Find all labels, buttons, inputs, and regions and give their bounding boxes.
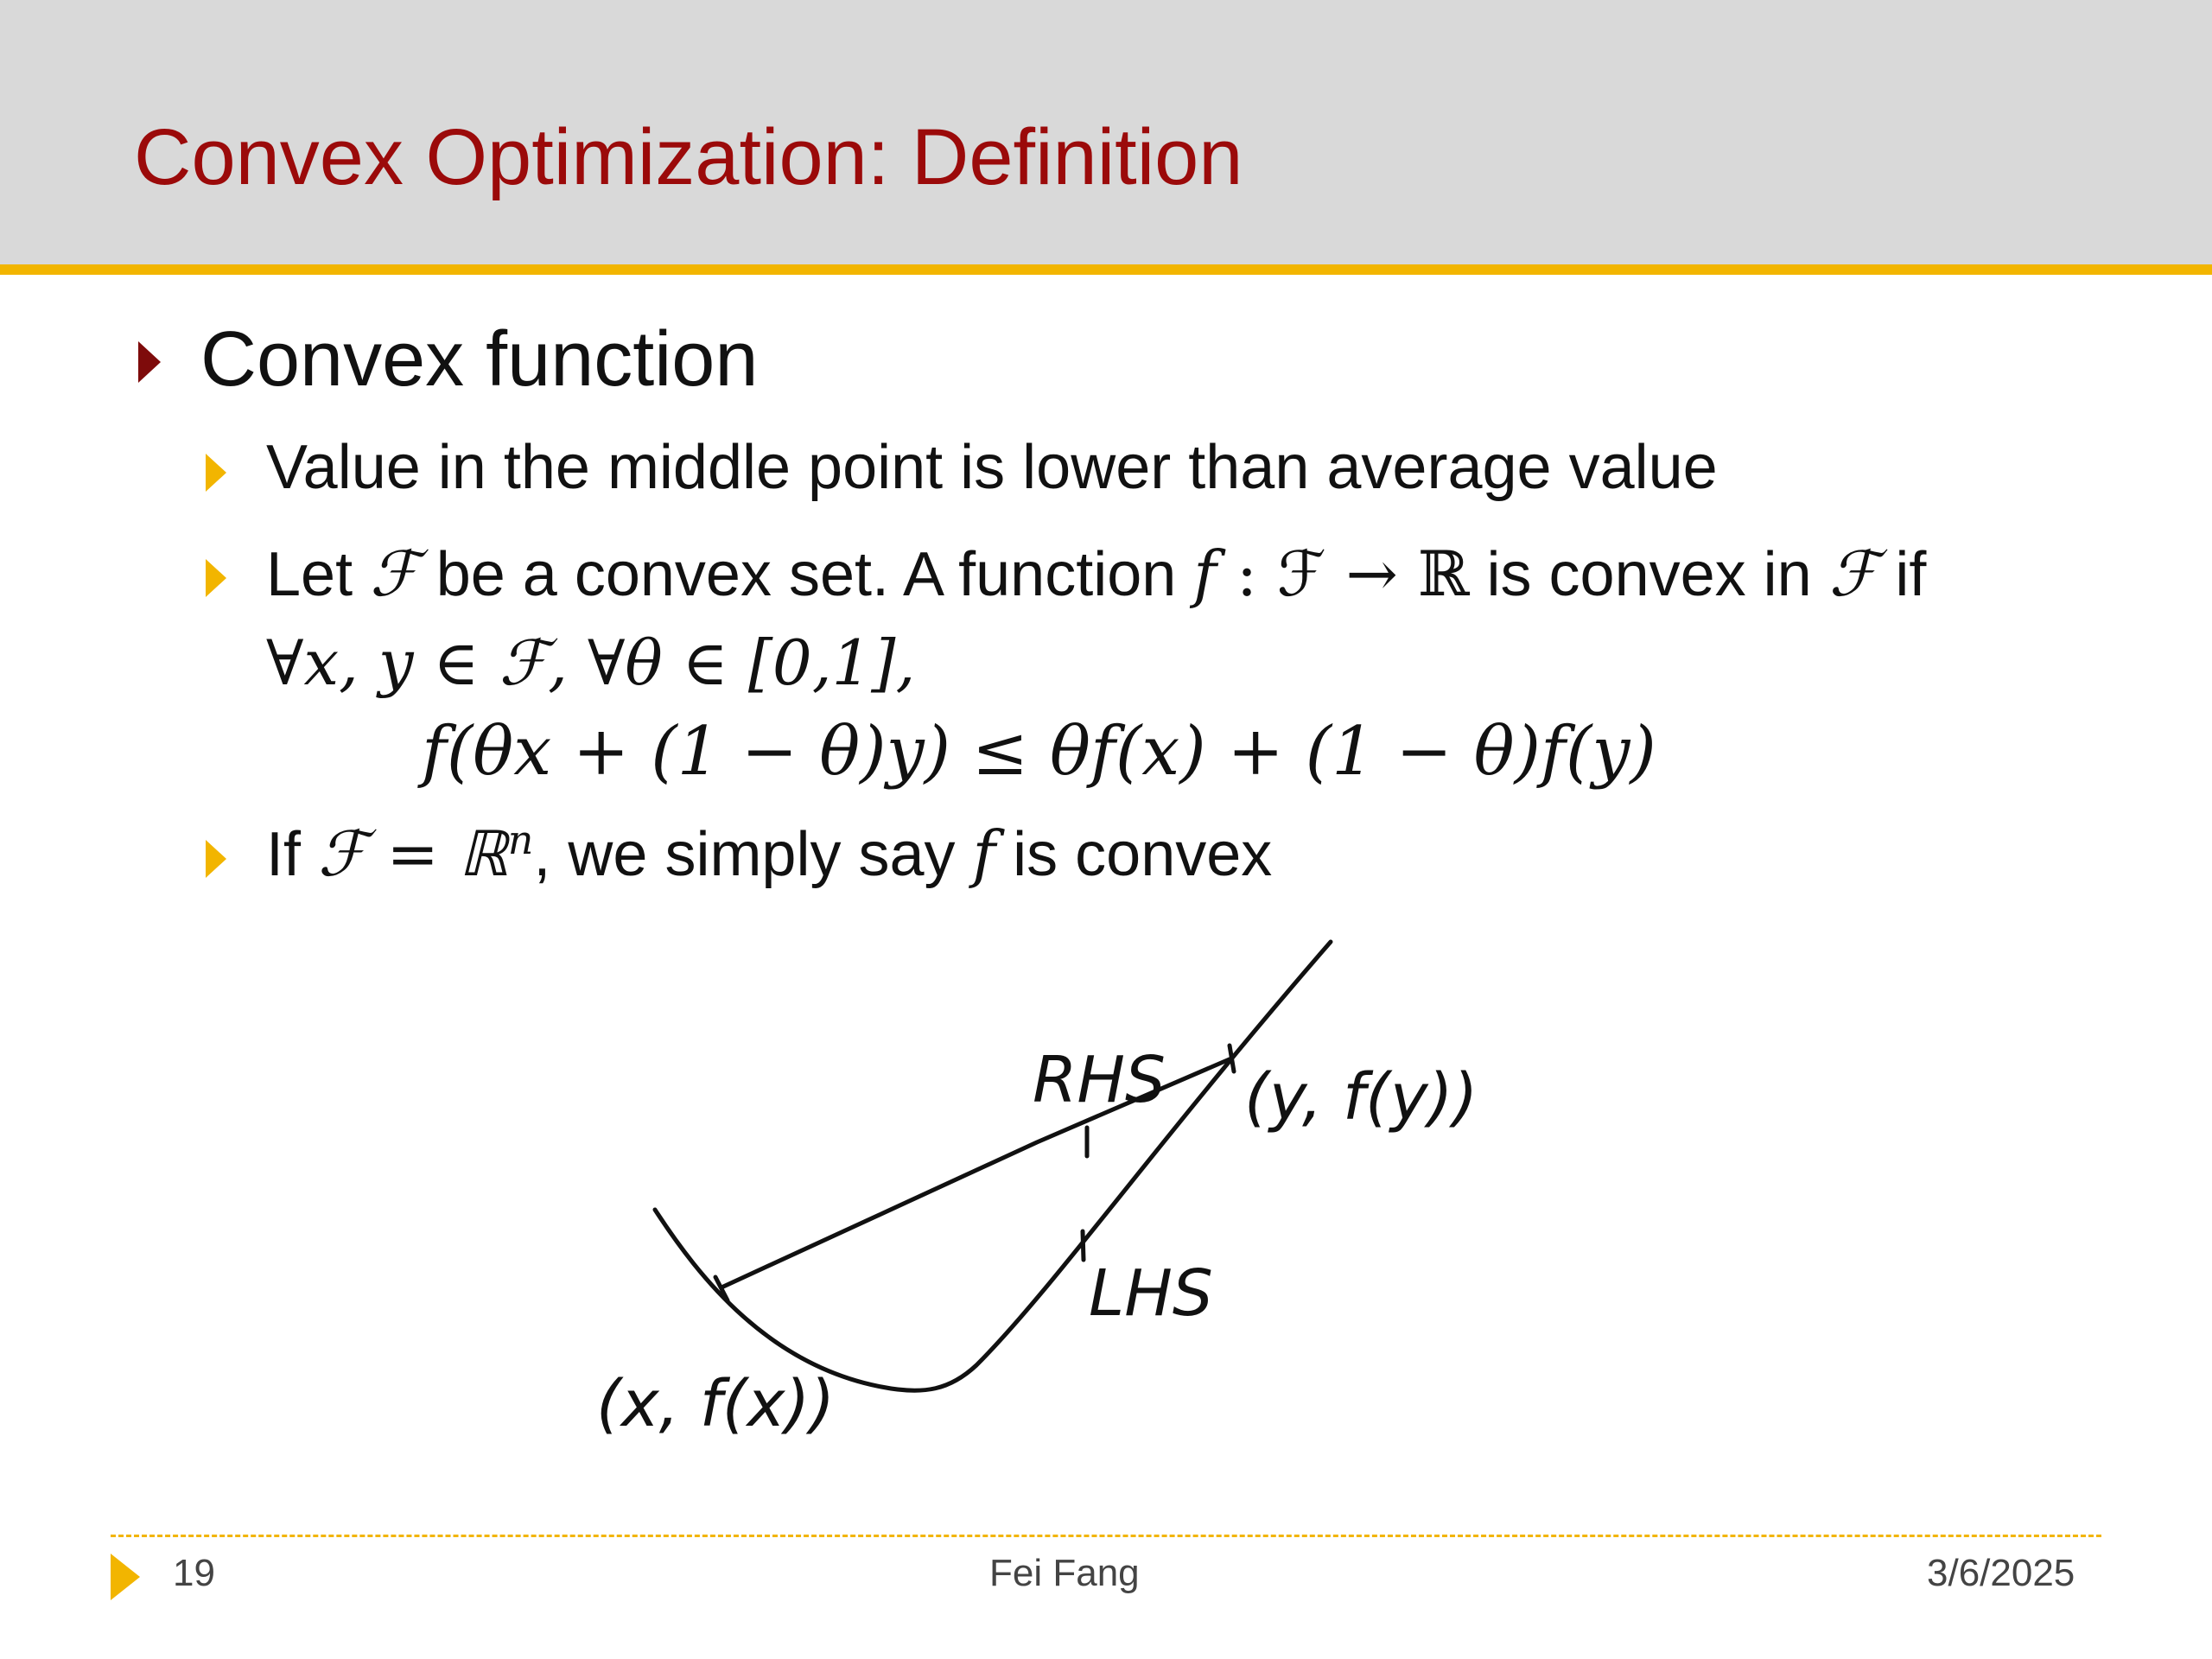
label-lhs: LHS — [1089, 1256, 1213, 1331]
point-rn — [266, 817, 1272, 890]
math-function: f — [1193, 537, 1217, 610]
def-quantifiers: ∀x, y ∈ ℱ, ∀θ ∈ [0,1], — [266, 626, 916, 699]
def-text: be a convex set. A function — [418, 540, 1194, 609]
sub-bullet-triangle-icon — [206, 454, 226, 492]
rn-text: is convex — [995, 820, 1273, 889]
math-rn: ℱ = ℝ — [318, 817, 508, 890]
tick-y — [1230, 1046, 1234, 1071]
footer-author: Fei Fang — [989, 1552, 1140, 1594]
slide-title: Convex Optimization: Definition — [134, 113, 1243, 201]
bullet-heading: Convex function — [200, 316, 759, 403]
title-underline — [0, 264, 2212, 275]
convexity-sketch — [570, 916, 1607, 1469]
tick-lhs — [1083, 1231, 1084, 1260]
footer-divider — [111, 1535, 2101, 1537]
label-x-point: (x, f(x)) — [596, 1367, 836, 1441]
math-function: f — [972, 817, 996, 890]
page-number: 19 — [173, 1552, 215, 1594]
convex-curve — [655, 942, 1331, 1390]
rn-text: , we simply say — [533, 820, 973, 889]
footer-date: 3/6/2025 — [1927, 1552, 2075, 1594]
point-definition — [266, 537, 1926, 610]
convexity-inequality: f(θx + (1 − θ)y) ≤ θf(x) + (1 − θ)f(y) — [422, 713, 1656, 791]
def-text: if — [1878, 540, 1927, 609]
label-y-point: (y, f(y)) — [1244, 1060, 1478, 1135]
bullet-triangle-icon — [138, 341, 161, 383]
math-mapping: : ℱ → ℝ — [1216, 537, 1470, 610]
footer-triangle-icon — [111, 1554, 140, 1600]
label-rhs: RHS — [1033, 1043, 1166, 1117]
point-middle-value: Value in the middle point is lower than average value — [266, 433, 1718, 502]
def-text: is convex in — [1469, 540, 1829, 609]
sub-bullet-triangle-icon — [206, 559, 226, 597]
sub-bullet-triangle-icon — [206, 840, 226, 878]
math-set: ℱ — [1828, 537, 1878, 610]
math-set: ℱ — [370, 537, 419, 610]
math-exponent: n — [507, 817, 534, 863]
def-text: Let — [266, 540, 371, 609]
rn-text: If — [266, 820, 319, 889]
